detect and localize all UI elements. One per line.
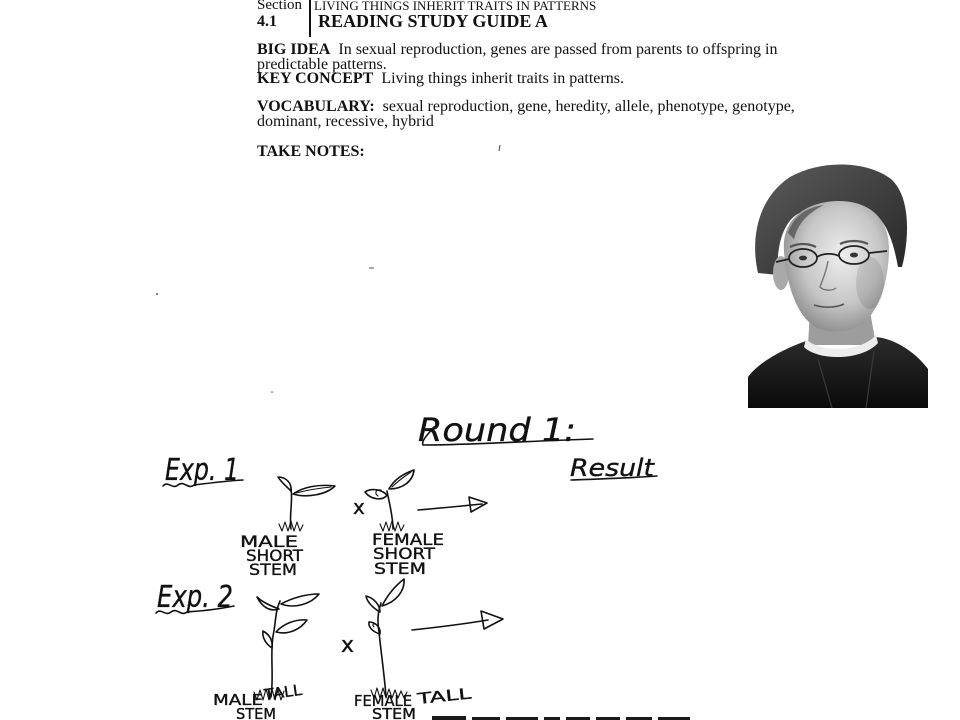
plant-stem [271,601,280,697]
scan-specks [156,145,500,393]
scan-speck [156,293,158,295]
plant-leaf [257,597,279,610]
plant-label-line: STEM [374,559,426,578]
vocabulary-text: sexual reproduction, gene, heredity, allele, phenotype, genotype, dominant, recessive, hybrid [257,98,795,130]
experiment-1 [163,453,487,579]
guide-title: READING STUDY GUIDE A [318,11,548,31]
scan-speck [271,391,273,393]
plant-stem [387,491,393,529]
experiment-label: Exp. 1 [165,453,239,488]
plant-label-line: SHORT [246,546,304,565]
plant-drawing-male-short [278,477,335,531]
cross-symbol: x [341,633,355,658]
portrait-cheek-shadow [856,257,884,309]
plant-label-line: TALL [416,686,454,708]
scan-speck [499,145,500,151]
portrait-eye [799,256,807,261]
big-idea-label: BIG IDEA [257,41,331,58]
key-concept-text: Living things inherit traits in patterns. [381,70,624,87]
plant-label-line: MALE [240,532,298,551]
plant-label-line: MALE [213,691,263,709]
result-label: Result [570,454,656,482]
cut-off-line-fragment [432,716,466,720]
portrait-coat [748,337,928,408]
take-notes-label: TAKE NOTES: [257,143,365,160]
plant-label-line: FEMALE [372,530,444,549]
portrait-eye [850,253,858,258]
key-concept-label: KEY CONCEPT [257,70,374,87]
plant-drawing-female-tall [366,579,407,698]
plant-label-line: TALL [263,681,301,704]
plant-leaf [263,631,272,648]
result-arrow [418,497,487,512]
experiment-label: Exp. 2 [157,580,233,615]
result-arrow [412,611,503,630]
arrow-shaft [418,504,482,510]
section-number: 4.1 [257,13,277,30]
plant-leaf [366,596,380,612]
leaf-vein [392,472,411,487]
round-title: Round 1: [418,411,576,449]
plant-leaf [281,594,319,606]
arrow-shaft [412,620,488,630]
plant-label-line: STEM [236,705,276,720]
plant-drawing-female-short [365,470,414,531]
experiment-2 [156,579,503,720]
plant-label-line: SHORT [373,544,436,563]
portrait-photo [748,163,928,408]
plant-label-line: STEM [249,560,297,579]
plant-label-line: FEMALE [354,692,412,710]
leaf-curl [373,624,375,627]
plant-leaf [278,477,291,491]
cross-symbol: x [353,495,365,519]
cut-off-line [432,716,690,720]
section-title: LIVING THINGS INHERIT TRAITS IN PATTERNS [314,0,597,13]
plant-stem [378,603,386,696]
plant-leaf [276,620,307,633]
section-label: Section [257,0,302,13]
plant-leaf [382,579,404,606]
plant-label-line: STEM [372,705,416,720]
big-idea-text: In sexual reproduction, genes are passed from parents to offspring in predictable patterns. [257,41,778,73]
vocabulary-label: VOCABULARY: [257,98,375,115]
